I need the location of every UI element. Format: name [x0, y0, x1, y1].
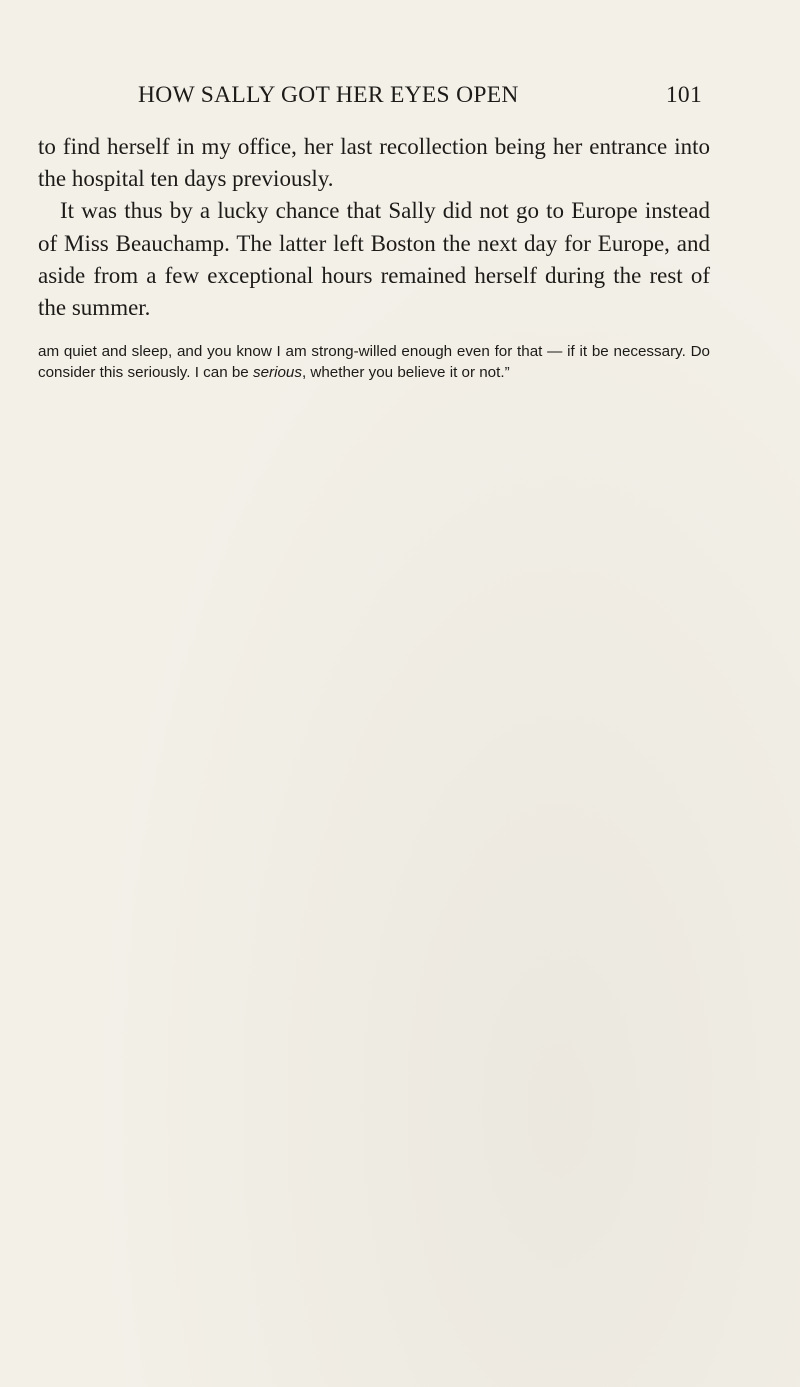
footnote-text-end: , whether you believe it or not.” [301, 363, 510, 381]
paragraph: to find herself in my office, her last recollection being her entrance into the hospital ten days previously. [38, 134, 710, 192]
footnote [38, 342, 710, 384]
running-head [138, 82, 708, 116]
footnote-text [38, 342, 710, 384]
body-text [38, 131, 710, 324]
footnote-emphasis: serious [252, 363, 302, 381]
page-number: 101 [665, 82, 702, 108]
footnote-text-start: am quiet and sleep, and you know I am strong-willed enough even for that — if it be necessary. Do consider this seriously. I can be [38, 343, 710, 381]
chapter-title: HOW SALLY GOT HER EYES OPEN [138, 82, 519, 108]
paragraph: It was thus by a lucky chance that Sally did not go to Europe instead of Miss Beauchamp. The latter left Boston the next day for Europe, and aside from a few exceptional hours remained herself during the rest of the summer. [38, 198, 710, 321]
